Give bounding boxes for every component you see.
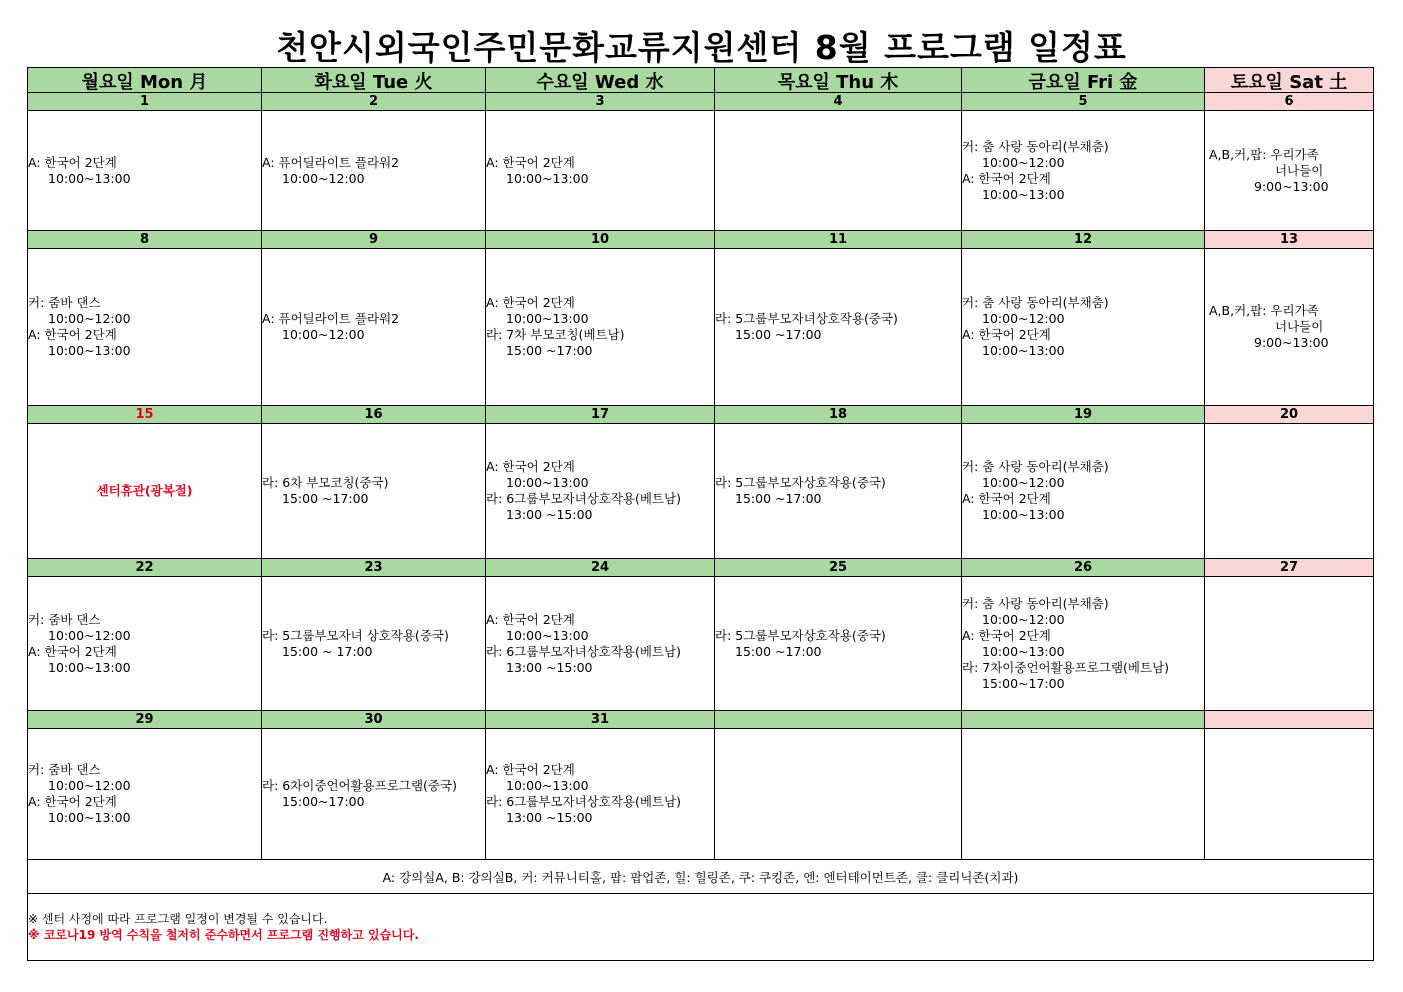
program-cell-friday bbox=[962, 111, 1205, 231]
program-time: 10:00~12:00 bbox=[48, 627, 131, 643]
schedule-change-note: ※ 센터 사정에 따라 프로그램 일정이 변경될 수 있습니다. bbox=[28, 912, 328, 926]
header-tuesday: 화요일 Tue 火 bbox=[262, 68, 486, 95]
date-cell-monday bbox=[28, 231, 262, 249]
program-name: 라: 6차이중언어활용프로그램(중국) bbox=[262, 778, 457, 793]
program-cell-friday bbox=[962, 729, 1205, 860]
program-row bbox=[28, 729, 1374, 860]
program-row bbox=[28, 111, 1374, 231]
date-cell-saturday bbox=[1205, 559, 1374, 577]
program-cell-monday bbox=[28, 729, 262, 860]
date-cell-wednesday bbox=[486, 559, 715, 577]
date-number: 13 bbox=[1279, 232, 1299, 247]
program-cell-tuesday bbox=[262, 577, 486, 711]
date-number: 1 bbox=[139, 94, 150, 109]
date-number: 9 bbox=[368, 232, 379, 247]
program-cell-friday bbox=[962, 249, 1205, 406]
weekday-header-row bbox=[28, 68, 1374, 95]
program-name: A,B,커,팝: 우리가족 bbox=[1209, 303, 1319, 318]
date-cell-tuesday bbox=[262, 711, 486, 729]
program-cell-monday bbox=[28, 424, 262, 559]
date-number: 4 bbox=[833, 94, 843, 109]
date-number: 8 bbox=[139, 232, 150, 247]
date-row bbox=[28, 231, 1374, 249]
date-number: 6 bbox=[1284, 94, 1294, 109]
program-name: A,B,커,팝: 우리가족 bbox=[1209, 146, 1319, 162]
program-time: 10:00~12:00 bbox=[982, 154, 1065, 170]
date-number: 11 bbox=[828, 232, 848, 247]
program-time: 10:00~12:00 bbox=[282, 327, 365, 342]
program-cell-tuesday bbox=[262, 424, 486, 559]
program-cell-monday bbox=[28, 577, 262, 711]
program-name: 센터휴관(광복절) bbox=[96, 483, 193, 498]
date-number: 30 bbox=[364, 712, 383, 727]
program-name: A: 한국어 2단계 bbox=[962, 170, 1051, 186]
program-time: 10:00~13:00 bbox=[506, 778, 589, 793]
date-cell-monday bbox=[28, 711, 262, 729]
program-name: 라: 6그룹부모자녀상호작용(베트남) bbox=[486, 491, 681, 506]
program-name: A: 한국어 2단계 bbox=[486, 611, 575, 627]
program-name: 커: 줌바 댄스 bbox=[28, 295, 101, 310]
date-row bbox=[28, 559, 1374, 577]
date-cell-thursday bbox=[715, 406, 962, 424]
program-name: A: 한국어 2단계 bbox=[28, 794, 117, 809]
program-cell-saturday bbox=[1205, 111, 1374, 231]
program-cell-thursday bbox=[715, 424, 962, 559]
program-name: A: 한국어 2단계 bbox=[486, 154, 575, 170]
schedule-table bbox=[27, 67, 1374, 95]
program-time: 너나들이 bbox=[1275, 162, 1324, 178]
date-number: 12 bbox=[1073, 232, 1093, 247]
date-cell-tuesday bbox=[262, 93, 486, 111]
date-number: 3 bbox=[595, 94, 605, 109]
program-time: 13:00 ~15:00 bbox=[506, 659, 593, 675]
program-name: 커: 춤 사랑 동아리(부채춤) bbox=[962, 295, 1109, 310]
date-cell-monday bbox=[28, 406, 262, 424]
program-name: A: 한국어 2단계 bbox=[486, 459, 575, 474]
program-cell-wednesday bbox=[486, 729, 715, 860]
date-number: 29 bbox=[135, 712, 154, 727]
date-number: 10 bbox=[590, 232, 610, 247]
program-time: 10:00~12:00 bbox=[982, 611, 1065, 627]
program-time: 13:00 ~15:00 bbox=[506, 810, 593, 825]
program-time: 10:00~12:00 bbox=[282, 170, 365, 186]
date-number: 24 bbox=[590, 560, 610, 575]
program-time: 10:00~12:00 bbox=[982, 475, 1065, 490]
program-name: A: 한국어 2단계 bbox=[486, 295, 575, 310]
date-number: 16 bbox=[364, 407, 383, 422]
program-name: 라: 6그룹부모자녀상호작용(베트남) bbox=[486, 794, 681, 809]
program-name: A: 한국어 2단계 bbox=[962, 627, 1051, 643]
program-name: 커: 춤 사랑 동아리(부채춤) bbox=[962, 459, 1109, 474]
date-cell-saturday bbox=[1205, 711, 1374, 729]
date-cell-thursday bbox=[715, 93, 962, 111]
program-time: 15:00 ~17:00 bbox=[506, 343, 593, 358]
program-cell-monday bbox=[28, 111, 262, 231]
date-cell-tuesday bbox=[262, 406, 486, 424]
date-cell-tuesday bbox=[262, 559, 486, 577]
header-friday: 금요일 Fri 金 bbox=[962, 68, 1205, 95]
program-cell-thursday bbox=[715, 249, 962, 406]
date-cell-wednesday bbox=[486, 711, 715, 729]
date-cell-tuesday bbox=[262, 231, 486, 249]
date-number: 19 bbox=[1073, 407, 1093, 422]
program-name: 커: 춤 사랑 동아리(부채춤) bbox=[962, 595, 1109, 611]
header-monday: 월요일 Mon 月 bbox=[28, 68, 262, 95]
program-cell-friday bbox=[962, 424, 1205, 559]
date-number: 5 bbox=[1078, 94, 1088, 109]
program-name: 라: 5그룹부모자녀상호작용(중국) bbox=[715, 311, 898, 326]
date-row bbox=[28, 711, 1374, 729]
program-time: 10:00~13:00 bbox=[982, 186, 1065, 202]
program-time: 10:00~13:00 bbox=[982, 343, 1065, 358]
program-cell-thursday bbox=[715, 577, 962, 711]
program-time: 9:00~13:00 bbox=[1254, 335, 1329, 350]
program-name: 커: 줌바 댄스 bbox=[28, 762, 101, 777]
header-saturday: 토요일 Sat 土 bbox=[1205, 68, 1374, 95]
program-name: A: 한국어 2단계 bbox=[28, 154, 117, 170]
program-cell-tuesday bbox=[262, 729, 486, 860]
program-time: 15:00 ~ 17:00 bbox=[282, 643, 373, 659]
program-name: 라: 6차 부모코칭(중국) bbox=[262, 475, 389, 490]
program-cell-wednesday bbox=[486, 424, 715, 559]
date-number: 2 bbox=[368, 94, 379, 109]
program-time: 10:00~13:00 bbox=[506, 170, 589, 186]
program-cell-saturday bbox=[1205, 249, 1374, 406]
date-cell-thursday bbox=[715, 559, 962, 577]
date-number: 26 bbox=[1073, 560, 1093, 575]
program-cell-tuesday bbox=[262, 111, 486, 231]
date-cell-friday bbox=[962, 559, 1205, 577]
page-title: 천안시외국인주민문화교류지원센터 8월 프로그램 일정표 bbox=[276, 28, 1127, 67]
program-time: 10:00~13:00 bbox=[48, 810, 131, 825]
program-name: A: 퓨어딜라이트 플라워2 bbox=[262, 311, 400, 326]
date-cell-monday bbox=[28, 559, 262, 577]
program-name: 라: 5그룹부모자상호작용(중국) bbox=[715, 475, 886, 490]
program-time: 15:00 ~17:00 bbox=[735, 327, 822, 342]
date-cell-saturday bbox=[1205, 231, 1374, 249]
program-time: 9:00~13:00 bbox=[1254, 178, 1329, 194]
date-number: 18 bbox=[828, 407, 848, 422]
date-cell-thursday bbox=[715, 711, 962, 729]
schedule-weeks bbox=[27, 92, 1374, 961]
program-name: A: 퓨어딜라이트 플라워2 bbox=[262, 154, 400, 170]
program-time: 10:00~13:00 bbox=[506, 311, 589, 326]
date-cell-wednesday bbox=[486, 231, 715, 249]
date-cell-wednesday bbox=[486, 93, 715, 111]
program-time: 15:00~17:00 bbox=[282, 794, 365, 809]
program-time: 15:00 ~17:00 bbox=[282, 491, 369, 506]
program-name: A: 한국어 2단계 bbox=[28, 327, 117, 342]
program-time: 10:00~13:00 bbox=[48, 170, 131, 186]
program-cell-thursday bbox=[715, 111, 962, 231]
program-name: 라: 6그룹부모자녀상호작용(베트남) bbox=[486, 643, 681, 659]
program-time: 10:00~13:00 bbox=[48, 343, 131, 358]
program-name: A: 한국어 2단계 bbox=[962, 327, 1051, 342]
program-name: A: 한국어 2단계 bbox=[962, 491, 1051, 506]
date-cell-friday bbox=[962, 93, 1205, 111]
program-cell-wednesday bbox=[486, 577, 715, 711]
program-row bbox=[28, 249, 1374, 406]
program-time: 10:00~12:00 bbox=[982, 311, 1065, 326]
program-time: 10:00~13:00 bbox=[982, 507, 1065, 522]
notes bbox=[28, 894, 1374, 961]
program-cell-friday bbox=[962, 577, 1205, 711]
date-number: 27 bbox=[1279, 560, 1299, 575]
program-cell-thursday bbox=[715, 729, 962, 860]
program-name: 커: 줌바 댄스 bbox=[28, 611, 101, 627]
program-time: 15:00~17:00 bbox=[982, 675, 1065, 691]
program-name: A: 한국어 2단계 bbox=[28, 643, 117, 659]
program-time: 너나들이 bbox=[1275, 319, 1324, 334]
program-time: 15:00 ~17:00 bbox=[735, 491, 822, 506]
program-cell-wednesday bbox=[486, 111, 715, 231]
program-time: 10:00~13:00 bbox=[982, 643, 1065, 659]
program-cell-saturday bbox=[1205, 577, 1374, 711]
header-thursday: 목요일 Thu 木 bbox=[715, 68, 962, 95]
date-number: 25 bbox=[828, 560, 848, 575]
notes-row bbox=[28, 894, 1374, 961]
program-cell-wednesday bbox=[486, 249, 715, 406]
program-row bbox=[28, 577, 1374, 711]
date-number: 15 bbox=[135, 407, 154, 422]
date-cell-saturday bbox=[1205, 93, 1374, 111]
program-time: 10:00~13:00 bbox=[506, 627, 589, 643]
program-cell-monday bbox=[28, 249, 262, 406]
program-cell-saturday bbox=[1205, 424, 1374, 559]
room-legend: A: 강의실A, B: 강의실B, 커: 커뮤니티홀, 팝: 팝업존, 힐: 힐링존, 쿠: 쿠킹존, 엔: 엔터테이먼트존, 클: 클리닉존(치과) bbox=[28, 860, 1374, 894]
header-wednesday: 수요일 Wed 水 bbox=[486, 68, 715, 95]
date-cell-friday bbox=[962, 406, 1205, 424]
program-name: 커: 춤 사랑 동아리(부채춤) bbox=[962, 138, 1109, 154]
program-time: 15:00 ~17:00 bbox=[735, 643, 822, 659]
covid-note: ※ 코로나19 방역 수칙을 철저히 준수하면서 프로그램 진행하고 있습니다. bbox=[28, 928, 419, 942]
date-number: 20 bbox=[1279, 407, 1299, 422]
program-time: 10:00~12:00 bbox=[48, 311, 131, 326]
date-row bbox=[28, 93, 1374, 111]
program-time: 10:00~13:00 bbox=[48, 659, 131, 675]
date-number: 17 bbox=[590, 407, 610, 422]
program-time: 13:00 ~15:00 bbox=[506, 507, 593, 522]
program-time: 10:00~12:00 bbox=[48, 778, 131, 793]
program-cell-saturday bbox=[1205, 729, 1374, 860]
date-cell-thursday bbox=[715, 231, 962, 249]
program-name: 라: 5그룹부모자녀 상호작용(중국) bbox=[262, 627, 449, 643]
program-name: 라: 7차 부모코칭(베트남) bbox=[486, 327, 625, 342]
date-cell-friday bbox=[962, 711, 1205, 729]
date-number: 23 bbox=[364, 560, 383, 575]
program-time: 10:00~13:00 bbox=[506, 475, 589, 490]
program-name: 라: 5그룹부모자상호작용(중국) bbox=[715, 627, 886, 643]
date-cell-saturday bbox=[1205, 406, 1374, 424]
program-name: 라: 7차이중언어활용프로그램(베트남) bbox=[962, 659, 1170, 675]
room-legend-row bbox=[28, 860, 1374, 894]
date-cell-wednesday bbox=[486, 406, 715, 424]
date-row bbox=[28, 406, 1374, 424]
program-row bbox=[28, 424, 1374, 559]
program-cell-tuesday bbox=[262, 249, 486, 406]
date-cell-monday bbox=[28, 93, 262, 111]
program-name: A: 한국어 2단계 bbox=[486, 762, 575, 777]
date-number: 31 bbox=[590, 712, 610, 727]
date-cell-friday bbox=[962, 231, 1205, 249]
date-number: 22 bbox=[135, 560, 154, 575]
